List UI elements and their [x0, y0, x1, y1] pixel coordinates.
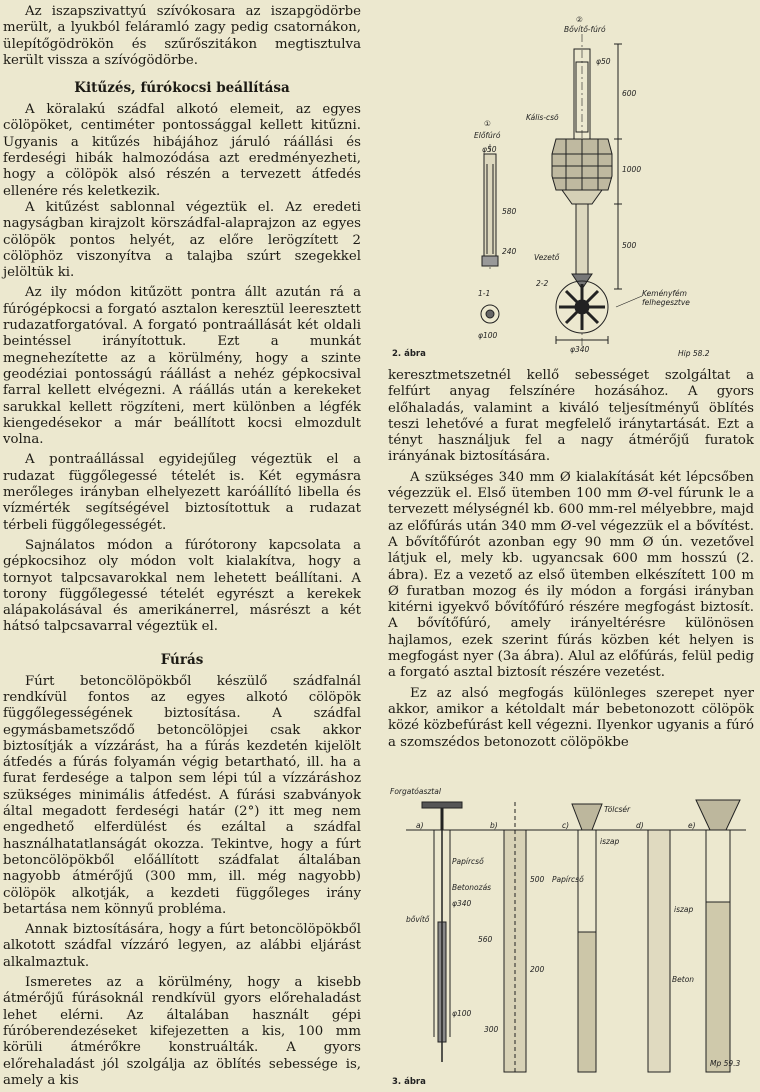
figure-2-title-bovito: Bővítő-fúró — [564, 25, 606, 34]
right-column — [388, 368, 754, 751]
figure-3-bovito: bővítő — [406, 915, 430, 924]
paragraph: Ismeretes az a körülmény, hogy a kisebb átmérőjű fúrásoknál rendkívül gyors előrehaladást lehet elérni. Az általában használt gépi fúróberendezéseket kifejezetten a kis, 100 mm körüli átmérőkre konstruálták. A gyors előrehaladást jól szolgálja az öblítés sebessége is, amely a kis — [3, 975, 361, 1088]
figure-2-kemeny: Keményfém — [642, 289, 687, 298]
figure-2-dia-50: φ50 — [596, 57, 611, 66]
figure-3-betonozas: Betonozás — [452, 883, 492, 892]
figure-3-dim-300: 300 — [484, 1025, 499, 1034]
figure-2-felhegesztve: felhegesztve — [642, 298, 690, 307]
paragraph: Fúrt betoncölöpökből készülő szádfalnál rendkívül fontos az egyes alkotó cölöpök függőlegességének biztosítása. A szádfal egymásbametsződő betoncölöpjei csak akkor biztosítják a vízzárást, ha a fúrás kezdetén kijelölt átfedés a fúrás folyamán végig betartható, ill. ha a furat ferdesége a talpon sem lépi túl a vízzáráshoz szükséges minimális átfedést. A fúrási szabványok által megadott ferdeségi határ (2°) itt meg nem engedhető elferdülést és ezáltal a szádfal használhatatlanságát okozza. Tekintve, hogy a fúrt betoncölöpökből előállított szádfalat általában nagyobb átmérőjű (300 mm, ill. még nagyobb) cölöpök alkotják, a kezdeti függőleges irány betartása nem könnyű probléma. — [3, 673, 361, 917]
paragraph: Ez az alsó megfogás különleges szerepet nyer akkor, amikor a kétoldalt már bebetonozott cölöpök közé közbefúrást kell végezni. Ilyenkor ugyanis a fúró a szomszédos betonozott cölöpökbe — [388, 685, 754, 750]
figure-3-label-e: e) — [688, 821, 696, 830]
figure-2-section-22: 2-2 — [536, 279, 549, 288]
figure-2-dia-100: φ100 — [478, 331, 498, 340]
left-column — [3, 4, 361, 1089]
figure-2-dim-1000: 1000 — [622, 165, 642, 174]
figure-3-beton: Beton — [672, 975, 695, 984]
paragraph: Az ily módon kitűzött pontra állt azután rá a fúrógépkocsi a forgató asztalon keresztül leeresztett rudazatforgatóval. A forgató pontraállását két oldali beintéssel irányítottuk. Ezt a munkát megnehezítette az a körülmény, hogy a szinte geodéziai pontosságú ráállást a nehéz gépkocsival farral kellett elvégezni. A ráállás után a kerekeket sarukkal kellett rögzíteni, mert különben a légfék kiengedésekor a már beállított kocsi elmozdult volna. — [3, 285, 361, 448]
figure-3-forgato: Forgatóasztal — [390, 787, 441, 796]
figure-2-dia-340: φ340 — [570, 345, 590, 354]
figure-3-dim-560: 560 — [478, 935, 493, 944]
paragraph: A szükséges 340 mm Ø kialakítását két lépcsőben végezzük el. Első ütemben 100 mm Ø-vel fúrunk le a tervezett mélységnél kb. 600 mm-rel mélyebbre, majd az előfúrás után 340 mm Ø-vel végezzük el a bővítést. A bővítőfúrót azonban egy 90 mm Ø ún. vezetővel látjuk el, mely kb. ugyancsak 600 mm hosszú (2. ábra). Ez a vezető az első ütemben elkészített 100 m Ø furatban mozog és ily módon a forgási irányban kitérni igyekvő bővítőfúró részére megfogást biztosít. A bővítőfúró, amely irányeltérésre különösen hajlamos, ezek szerint fúrás közben két helyen is megfogást nyer (3a ábra). Alul az előfúrás, felül pedig a forgató asztal biztosít részére vezetést. — [388, 469, 754, 681]
figure-2-section-11: 1-1 — [478, 289, 491, 298]
figure-3-label-d: d) — [636, 821, 644, 830]
paragraph: A pontraállással egyidejűleg végeztük el a rudazat függőlegessé tételét is. Két egymásra merőleges irányban elhelyezett karóállító libella és vízmérték segítségével biztosítottuk a rudazat térbeli függőlegességét. — [3, 452, 361, 533]
figure-2-ref: Hip 58.2 — [678, 349, 710, 358]
figure-2-dia-50b: φ50 — [482, 145, 497, 154]
figure-2-title-elofuro: Előfúró — [474, 131, 501, 140]
figure-3 — [386, 782, 758, 1088]
section-heading-furas: Fúrás — [160, 651, 204, 668]
figure-3-dia-100: φ100 — [452, 1009, 472, 1018]
figure-3-label-a: a) — [416, 821, 424, 830]
figure-2-vezeto: Vezető — [534, 253, 560, 262]
figure-3-dim-500: 500 — [530, 875, 545, 884]
figure-2-kalis: Kális-csö — [526, 113, 559, 122]
figure-3-ref: Mp 59.3 — [710, 1059, 741, 1068]
figure-3-iszap2: iszap — [674, 905, 694, 914]
section-heading-kitazes: Kitűzés, fúrókocsi beállítása — [74, 80, 290, 97]
paragraph: Az iszapszivattyú szívókosara az iszapgödörbe merült, a lyukból feláramló zagy pedig csatornákon, ülepítőgödrökön és szűrőszitákon megtisztulva került vissza a szívógödörbe. — [3, 4, 361, 68]
paragraph: keresztmetszetnél kellő sebességet szolgáltat a felfúrt anyag felszínére hozásához. A gyors előhaladás, valamint a kiváló teljesítményű öblítés teszi lehetővé a furat megfelelő iránytartását. Ezt a tényt használjuk fel a nagy átmérőjű furatok irányának biztosítására. — [388, 368, 754, 465]
figure-3-papircso2: Papírcső — [552, 875, 584, 884]
figure-3-tolcser: Tölcsér — [604, 805, 631, 814]
figure-3-iszap: iszap — [600, 837, 620, 846]
figure-2-dim-240: 240 — [502, 247, 517, 256]
figure-3-drawing — [386, 782, 758, 1088]
figure-3-label-c: c) — [562, 821, 570, 830]
paragraph: A köralakú szádfal alkotó elemeit, az egyes cölöpöket, centiméter pontossággal kellett kitűzni. Ugyanis a kitűzés hibájához járuló ráállási és ferdeségi hibák halmozódása azt eredményezheti, hogy a cölöpök alsó részén a tervezett átfedés ellenére rés keletkezik. — [3, 102, 361, 199]
figure-3-caption: 3. ábra — [392, 1077, 426, 1087]
figure-2 — [386, 4, 758, 364]
figure-2-label-2: ② — [576, 15, 583, 24]
figure-2-dim-580: 580 — [502, 207, 517, 216]
figure-2-drawing — [386, 4, 758, 364]
figure-3-dim-200: 200 — [530, 965, 545, 974]
paragraph: A kitűzést sablonnal végeztük el. Az eredeti nagyságban kirajzolt körszádfal-alaprajzon az egyes cölöpök pontos helyét, az előre lerögzített 2 cölöphöz viszonyítva a talajba szúrt szegekkel jelöltük ki. — [3, 199, 361, 281]
paragraph: Annak biztosítására, hogy a fúrt betoncölöpökből alkotott szádfal vízzáró legyen, az alábbi eljárást alkalmaztuk. — [3, 922, 361, 970]
figure-2-dim-500: 500 — [622, 241, 637, 250]
figure-2-dim-600: 600 — [622, 89, 637, 98]
figure-2-label-1: ① — [484, 119, 491, 128]
figure-3-papircso: Papírcső — [452, 857, 484, 866]
figure-2-caption: 2. ábra — [392, 349, 426, 359]
figure-3-label-b: b) — [490, 821, 498, 830]
figure-3-dia-340: φ340 — [452, 899, 472, 908]
paragraph: Sajnálatos módon a fúrótorony kapcsolata a gépkocsihoz oly módon volt kialakítva, hogy a tornyot talpcsavarokkal nem lehetett beállítani. A torony függőlegessé tételét egyrészt a kerekek alápakolásával és amerikánerrel, másrészt a két hátsó talpcsavarral végeztük el. — [3, 537, 361, 635]
